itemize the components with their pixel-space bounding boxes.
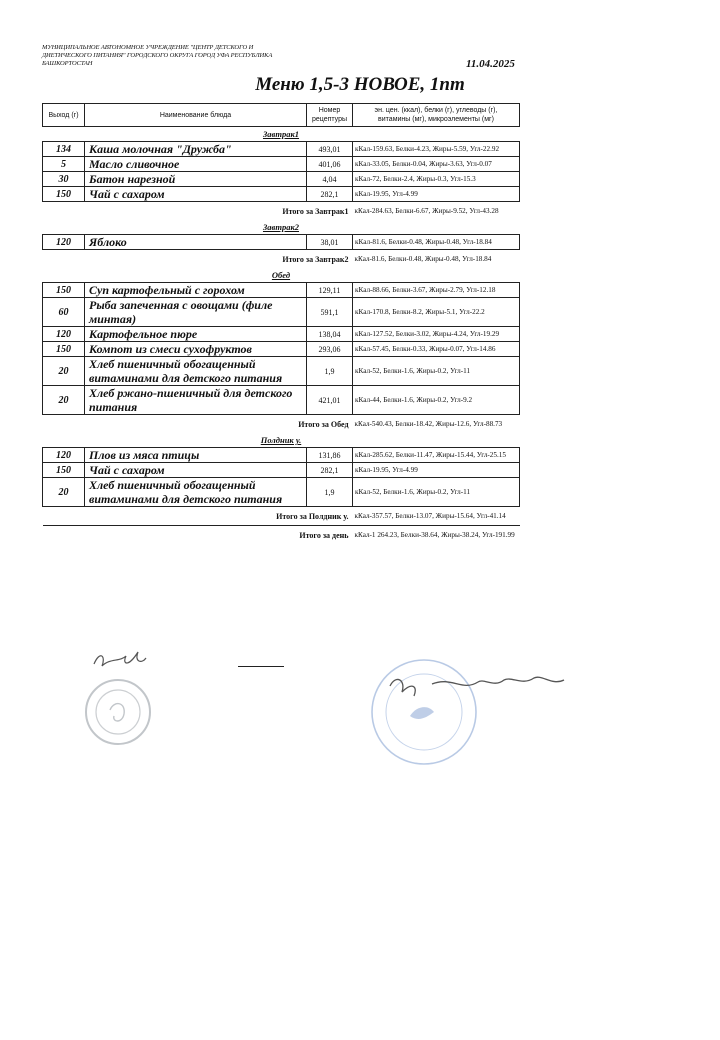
section-total-value: кКал-540.43, Белки-18.42, Жиры-12.6, Угл-88.73: [354, 419, 503, 428]
item-output: 5: [43, 157, 85, 172]
item-output: 120: [43, 448, 85, 463]
item-nutrition: кКал-127.52, Белки-3.02, Жиры-4.24, Угл-19.29: [353, 327, 520, 342]
day-total-label: Итого за день: [43, 526, 353, 545]
item-dish-name: Чай с сахаром: [85, 463, 307, 478]
section-total-value: кКал-357.57, Белки-13.07, Жиры-15.64, Угл-41.14: [354, 511, 506, 520]
item-nutrition: кКал-52, Белки-1.6, Жиры-0.2, Угл-11: [353, 357, 520, 386]
item-dish-name: Масло сливочное: [85, 157, 307, 172]
menu-item-row: [43, 342, 520, 357]
section-row: [43, 433, 520, 448]
menu-item-row: [43, 298, 520, 327]
recipe-header-line2: рецептуры: [311, 116, 348, 123]
menu-item-row: [43, 283, 520, 298]
item-nutrition: кКал-57.45, Белки-0.33, Жиры-0.07, Угл-14.86: [353, 342, 520, 357]
item-recipe-number: 282,1: [307, 187, 353, 202]
menu-item-row: [43, 187, 520, 202]
item-nutrition: кКал-285.62, Белки-11.47, Жиры-15.44, Угл-25.15: [353, 448, 520, 463]
item-dish-name: Хлеб пшеничный обогащенный витаминами для детского питания: [85, 478, 307, 507]
section-total-label: Итого за Завтрак2: [282, 254, 349, 264]
menu-date: 11.04.2025: [466, 58, 515, 70]
section-total-label: Итого за Полдник у.: [276, 511, 349, 521]
item-recipe-number: 293,06: [307, 342, 353, 357]
section-title-cell: [43, 268, 520, 283]
item-nutrition: кКал-170.8, Белки-8.2, Жиры-5.1, Угл-22.2: [353, 298, 520, 327]
item-nutrition: кКал-19.95, Угл-4.99: [353, 463, 520, 478]
section-total-value: кКал-284.63, Белки-6.67, Жиры-9.52, Угл-43.28: [354, 206, 499, 215]
item-recipe-number: 4,04: [307, 172, 353, 187]
item-output: 20: [43, 478, 85, 507]
column-recipe-header: [307, 104, 353, 127]
day-total-value: кКал-1 264.23, Белки-38.64, Жиры-38.24, Угл-191.99: [353, 526, 520, 545]
signature-right: [362, 652, 582, 782]
menu-item-row: [43, 157, 520, 172]
table-header-row: [43, 104, 520, 127]
signature-right-stroke: [390, 677, 564, 696]
section-total-value: кКал-81.6, Белки-0.48, Жиры-0.48, Угл-18.84: [354, 254, 492, 263]
item-dish-name: Картофельное пюре: [85, 327, 307, 342]
item-output: 30: [43, 172, 85, 187]
item-recipe-number: 1,9: [307, 478, 353, 507]
section-title: Обед: [271, 270, 291, 280]
item-dish-name: Чай с сахаром: [85, 187, 307, 202]
section-title-cell: [43, 220, 520, 235]
menu-item-row: [43, 463, 520, 478]
item-output: 20: [43, 357, 85, 386]
item-recipe-number: 401,06: [307, 157, 353, 172]
stamp-emblem-right: [410, 707, 434, 719]
section-title: Завтрак1: [262, 129, 300, 139]
menu-item-row: [43, 386, 520, 415]
item-recipe-number: 421,01: [307, 386, 353, 415]
menu-item-row: [43, 327, 520, 342]
item-output: 150: [43, 283, 85, 298]
item-dish-name: Плов из мяса птицы: [85, 448, 307, 463]
menu-item-row: [43, 172, 520, 187]
item-output: 120: [43, 327, 85, 342]
item-dish-name: Батон нарезной: [85, 172, 307, 187]
item-output: 150: [43, 187, 85, 202]
nutrition-header-line2: витамины (мг), микроэлементы (мг): [378, 116, 494, 123]
item-nutrition: кКал-81.6, Белки-0.48, Жиры-0.48, Угл-18.84: [353, 235, 520, 250]
signature-left: [80, 640, 160, 756]
section-row: [43, 268, 520, 283]
section-title-cell: [43, 127, 520, 142]
item-nutrition: кКал-159.63, Белки-4.23, Жиры-5.59, Угл-22.92: [353, 142, 520, 157]
item-recipe-number: 38,01: [307, 235, 353, 250]
item-nutrition: кКал-72, Белки-2.4, Жиры-0.3, Угл-15.3: [353, 172, 520, 187]
item-recipe-number: 131,86: [307, 448, 353, 463]
item-recipe-number: 129,11: [307, 283, 353, 298]
column-nutrition-header: [353, 104, 520, 127]
item-recipe-number: 282,1: [307, 463, 353, 478]
organization-name: [42, 44, 342, 68]
item-nutrition: кКал-88.66, Белки-3.67, Жиры-2.79, Угл-12.18: [353, 283, 520, 298]
item-recipe-number: 493,01: [307, 142, 353, 157]
day-total-row: [43, 526, 520, 545]
item-dish-name: Компот из смеси сухофруктов: [85, 342, 307, 357]
section-total-row: [43, 250, 520, 269]
menu-body: [43, 127, 520, 545]
item-output: 134: [43, 142, 85, 157]
org-line-3: БАШКОРТОСТАН: [42, 60, 93, 67]
section-row: [43, 220, 520, 235]
item-output: 150: [43, 342, 85, 357]
item-output: 120: [43, 235, 85, 250]
org-line-1: МУНИЦИПАЛЬНОЕ АВТОНОМНОЕ УЧРЕЖДЕНИЕ "ЦЕНТР ДЕТСКОГО И: [42, 44, 254, 51]
menu-item-row: [43, 448, 520, 463]
signature-left-stroke: [94, 652, 146, 666]
section-title: Завтрак2: [262, 222, 300, 232]
menu-item-row: [43, 235, 520, 250]
item-nutrition: кКал-19.95, Угл-4.99: [353, 187, 520, 202]
menu-table: [42, 103, 520, 544]
section-total-label: Итого за Обед: [298, 419, 349, 429]
item-dish-name: Хлеб пшеничный обогащенный витаминами для детского питания: [85, 357, 307, 386]
menu-item-row: [43, 142, 520, 157]
recipe-header-line1: Номер: [318, 107, 341, 114]
item-dish-name: Суп картофельный с горохом: [85, 283, 307, 298]
signature-line: [238, 666, 284, 667]
item-recipe-number: 591,1: [307, 298, 353, 327]
section-row: [43, 127, 520, 142]
column-dish-header: Наименование блюда: [85, 104, 307, 127]
item-output: 150: [43, 463, 85, 478]
section-title: Полдник у.: [260, 435, 302, 445]
menu-item-row: [43, 478, 520, 507]
section-total-row: [43, 507, 520, 526]
stamp-emblem-left: [110, 704, 124, 721]
section-total-row: [43, 202, 520, 221]
menu-item-row: [43, 357, 520, 386]
page-title: Меню 1,5-3 НОВОЕ, 1пт: [255, 74, 465, 95]
section-total-row: [43, 415, 520, 434]
item-recipe-number: 1,9: [307, 357, 353, 386]
item-recipe-number: 138,04: [307, 327, 353, 342]
nutrition-header-line1: эн. цен. (ккал), белки (г), углеводы (г),: [374, 107, 498, 114]
section-title-cell: [43, 433, 520, 448]
column-output-header: Выход (г): [43, 104, 85, 127]
section-total-label: Итого за Завтрак1: [282, 206, 349, 216]
item-nutrition: кКал-33.05, Белки-0.04, Жиры-3.63, Угл-0.07: [353, 157, 520, 172]
org-line-2: ДИЕТИЧЕСКОГО ПИТАНИЯ" ГОРОДСКОГО ОКРУГА ГОРОД УФА РЕСПУБЛИКА: [42, 52, 273, 59]
round-stamp-left-inner: [96, 690, 140, 734]
item-dish-name: Рыба запеченная с овощами (филе минтая): [85, 298, 307, 327]
item-output: 60: [43, 298, 85, 327]
item-nutrition: кКал-44, Белки-1.6, Жиры-0.2, Угл-9.2: [353, 386, 520, 415]
item-dish-name: Хлеб ржано-пшеничный для детского питания: [85, 386, 307, 415]
item-dish-name: Каша молочная "Дружба": [85, 142, 307, 157]
item-output: 20: [43, 386, 85, 415]
item-dish-name: Яблоко: [85, 235, 307, 250]
item-nutrition: кКал-52, Белки-1.6, Жиры-0.2, Угл-11: [353, 478, 520, 507]
